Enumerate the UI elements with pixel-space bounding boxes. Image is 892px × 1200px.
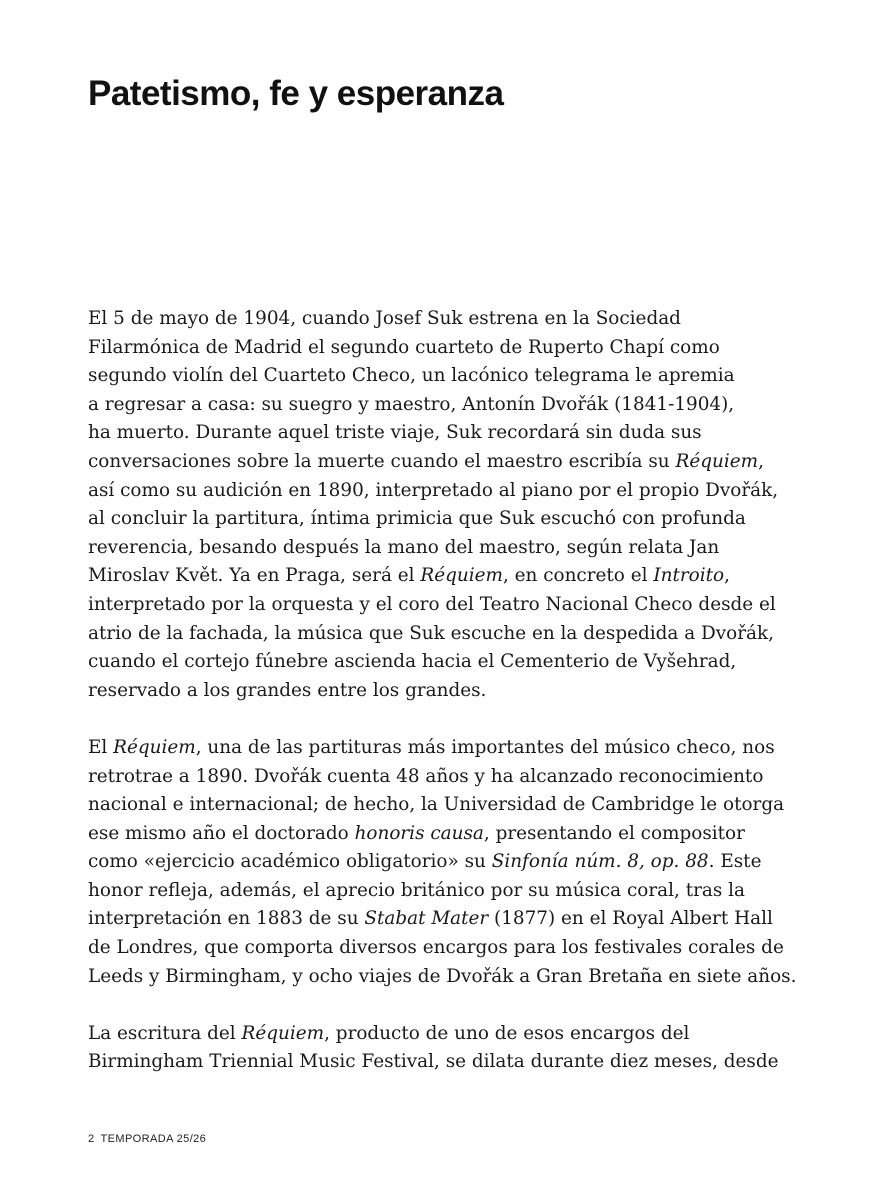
text-line (88, 334, 808, 363)
text-line (88, 934, 808, 963)
italic-text: Introito (653, 565, 725, 587)
text-segment: reservado a los grandes entre los grandes. (88, 679, 487, 701)
text-segment: a regresar a casa: su suegro y maestro, Antonín Dvořák (1841-1904), (88, 393, 735, 415)
text-line (88, 848, 808, 877)
italic-text: Réquiem (675, 450, 759, 472)
text-line (88, 734, 808, 763)
text-line (88, 877, 808, 906)
text-line (88, 1020, 808, 1049)
paragraph (88, 305, 808, 705)
text-segment: ese mismo año el doctorado (88, 822, 355, 844)
text-segment: reverencia, besando después la mano del maestro, según relata Jan (88, 536, 720, 558)
text-segment: ha muerto. Durante aquel triste viaje, Suk recordará sin duda sus (88, 422, 702, 444)
text-segment: , producto de uno de esos encargos del (324, 1022, 690, 1044)
text-segment: (1877) en el Royal Albert Hall (488, 908, 773, 930)
italic-text: Réquiem (241, 1022, 325, 1044)
text-segment: nacional e internacional; de hecho, la Universidad de Cambridge le otorga (88, 794, 785, 816)
text-segment: así como su audición en 1890, interpretado al piano por el propio Dvořák, (88, 479, 779, 501)
text-segment: segundo violín del Cuarteto Checo, un lacónico telegrama le apremia (88, 365, 735, 387)
text-segment: . Este (708, 851, 762, 873)
text-line (88, 648, 808, 677)
text-segment: , (758, 450, 764, 472)
paragraph (88, 1020, 808, 1077)
text-segment: Leeds y Birmingham, y ocho viajes de Dvořák a Gran Bretaña en siete años. (88, 965, 797, 987)
text-segment: interpretación en 1883 de su (88, 908, 365, 930)
text-line (88, 620, 808, 649)
paragraph (88, 734, 808, 991)
italic-text: Réquiem (420, 565, 503, 587)
text-segment: de Londres, que comporta diversos encargos para los festivales corales de (88, 937, 784, 959)
italic-text: Stabat Mater (364, 908, 489, 930)
italic-text: Réquiem (113, 736, 196, 758)
text-line (88, 448, 808, 477)
text-line (88, 562, 808, 591)
text-line (88, 791, 808, 820)
text-line (88, 963, 808, 992)
text-segment: atrio de la fachada, la música que Suk escuche en la despedida a Dvořák, (88, 622, 774, 644)
text-segment: Miroslav Květ. Ya en Praga, será el (88, 565, 421, 587)
footer-label: TEMPORADA 25/26 (100, 1133, 207, 1145)
text-line (88, 763, 808, 792)
page-footer (88, 1133, 206, 1145)
text-line (88, 534, 808, 563)
text-line (88, 820, 808, 849)
text-line (88, 505, 808, 534)
text-segment: honor refleja, además, el aprecio británico por su música coral, tras la (88, 879, 745, 901)
text-segment: El (88, 736, 114, 758)
text-line (88, 362, 808, 391)
page-number: 2 (88, 1133, 95, 1145)
text-line (88, 419, 808, 448)
text-segment: La escritura del (88, 1022, 242, 1044)
text-segment: El 5 de mayo de 1904, cuando Josef Suk estrena en la Sociedad (88, 308, 681, 329)
text-segment: cuando el cortejo fúnebre ascienda hacia el Cementerio de Vyšehrad, (88, 651, 737, 673)
italic-text: honoris causa (354, 822, 484, 844)
text-segment: , en concreto el (502, 565, 654, 587)
text-line (88, 305, 808, 334)
article-title: Patetismo, fe y esperanza (88, 74, 504, 113)
text-line (88, 477, 808, 506)
italic-text: Sinfonía núm. 8, op. 88 (491, 851, 709, 873)
text-segment: , una de las partituras más importantes del músico checo, nos (195, 736, 775, 758)
text-segment: retrotrae a 1890. Dvořák cuenta 48 años y ha alcanzado reconocimiento (88, 765, 764, 787)
text-segment: , presentando el compositor (483, 822, 745, 844)
text-line (88, 391, 808, 420)
text-segment: Birmingham Triennial Music Festival, se dilata durante diez meses, desde (88, 1051, 779, 1073)
text-segment: Filarmónica de Madrid el segundo cuarteto de Ruperto Chapí como (88, 336, 720, 358)
article-body (88, 305, 808, 1106)
text-line (88, 677, 808, 706)
text-segment: al concluir la partitura, íntima primicia que Suk escuchó con profunda (88, 508, 746, 530)
text-line (88, 591, 808, 620)
text-segment: como «ejercicio académico obligatorio» su (88, 851, 492, 873)
text-line (88, 1048, 808, 1077)
text-segment: conversaciones sobre la muerte cuando el maestro escribía su (88, 450, 676, 472)
text-line (88, 905, 808, 934)
text-segment: interpretado por la orquesta y el coro del Teatro Nacional Checo desde el (88, 593, 776, 615)
text-segment: , (724, 565, 730, 587)
